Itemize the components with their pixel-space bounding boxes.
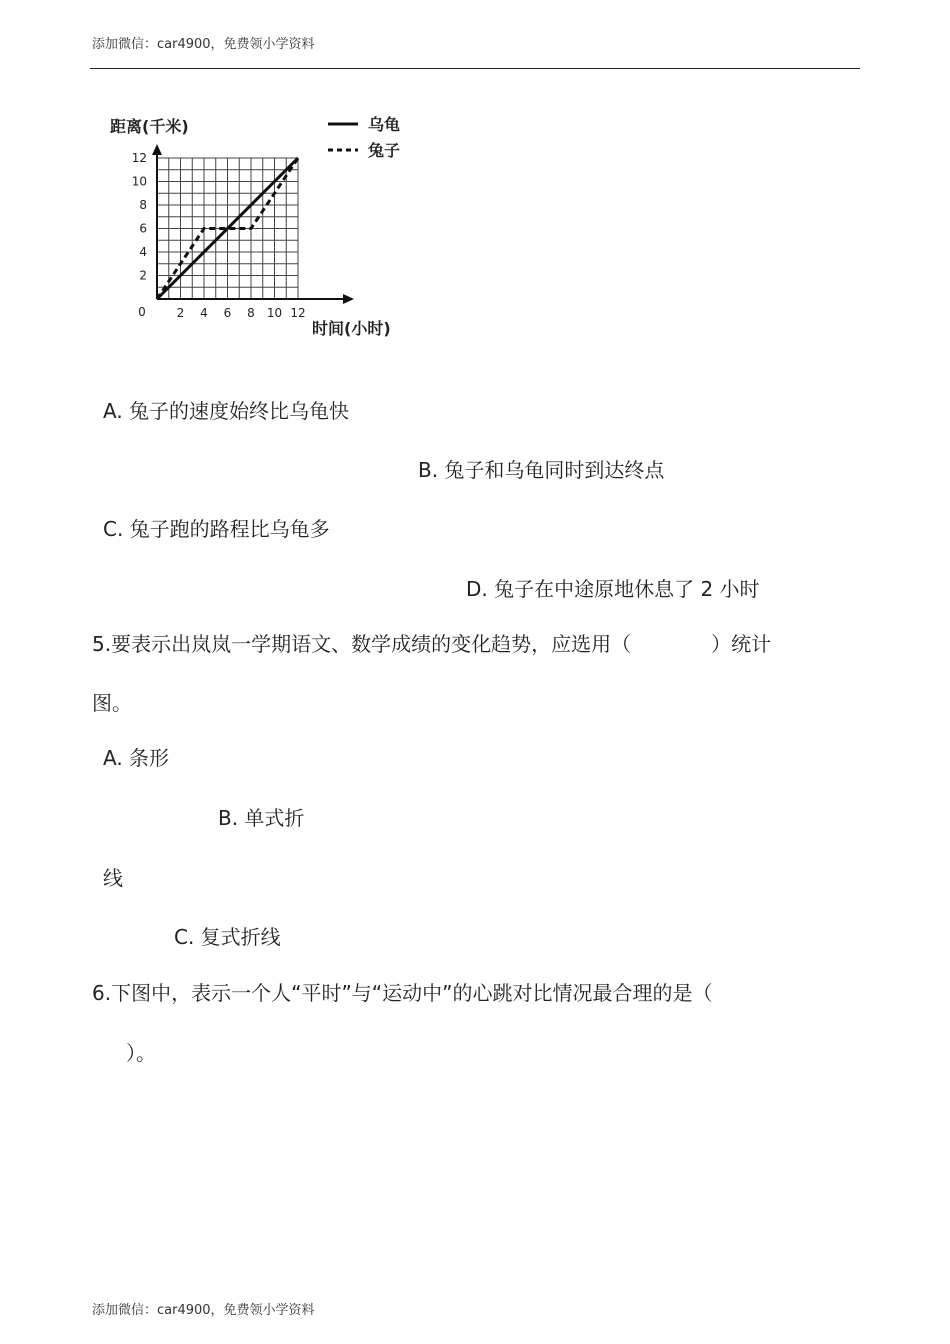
x-tick-label: 4 [200, 306, 208, 320]
y-tick-label: 10 [131, 174, 147, 189]
question-5-option-b: B. 单式折 [218, 806, 305, 830]
question-5-option-b-continued: 线 [103, 866, 123, 890]
option-b: B. 兔子和乌龟同时到达终点 [418, 458, 665, 482]
x-tick-label: 12 [290, 306, 306, 320]
x-tick-label: 6 [223, 306, 232, 320]
y-axis-label: 距离(千米) [110, 117, 189, 136]
y-tick-label: 8 [139, 198, 147, 212]
option-c: C. 兔子跑的路程比乌龟多 [103, 517, 330, 541]
race-line-chart [100, 108, 430, 348]
header-divider [90, 68, 860, 69]
axes [152, 144, 354, 304]
origin-label: 0 [138, 305, 146, 319]
question-5-option-a: A. 条形 [103, 746, 170, 770]
y-tick-label: 12 [131, 151, 147, 165]
x-tick-label: 10 [266, 306, 283, 320]
x-axis-arrow [343, 294, 354, 304]
header-text: 添加微信：car4900，免费领小学资料 [92, 37, 315, 52]
question-6-line-1: 6.下图中，表示一个人“平时”与“运动中”的心跳对比情况最合理的是（ [92, 981, 713, 1005]
question-6-line-2: ）。 [126, 1041, 156, 1065]
x-tick-label: 8 [247, 306, 255, 320]
question-5-option-c: C. 复式折线 [174, 925, 281, 949]
y-axis-arrow [152, 144, 162, 155]
y-tick-label: 6 [139, 221, 147, 236]
legend-label-tortoise: 乌龟 [368, 115, 401, 134]
legend-label-rabbit: 兔子 [368, 141, 401, 160]
x-tick-label: 2 [176, 306, 185, 320]
option-d: D. 兔子在中途原地休息了 2 小时 [466, 577, 760, 601]
legend [328, 115, 400, 160]
question-5-line-2: 图。 [92, 691, 132, 715]
option-a: A. 兔子的速度始终比乌龟快 [103, 399, 350, 423]
x-axis-label: 时间(小时) [312, 319, 391, 338]
y-tick-label: 4 [139, 245, 147, 259]
y-tick-label: 2 [139, 268, 147, 283]
question-5-line-1: 5.要表示出岚岚一学期语文、数学成绩的变化趋势，应选用（ ）统计 [92, 632, 772, 656]
footer-text: 添加微信：car4900，免费领小学资料 [92, 1303, 315, 1318]
